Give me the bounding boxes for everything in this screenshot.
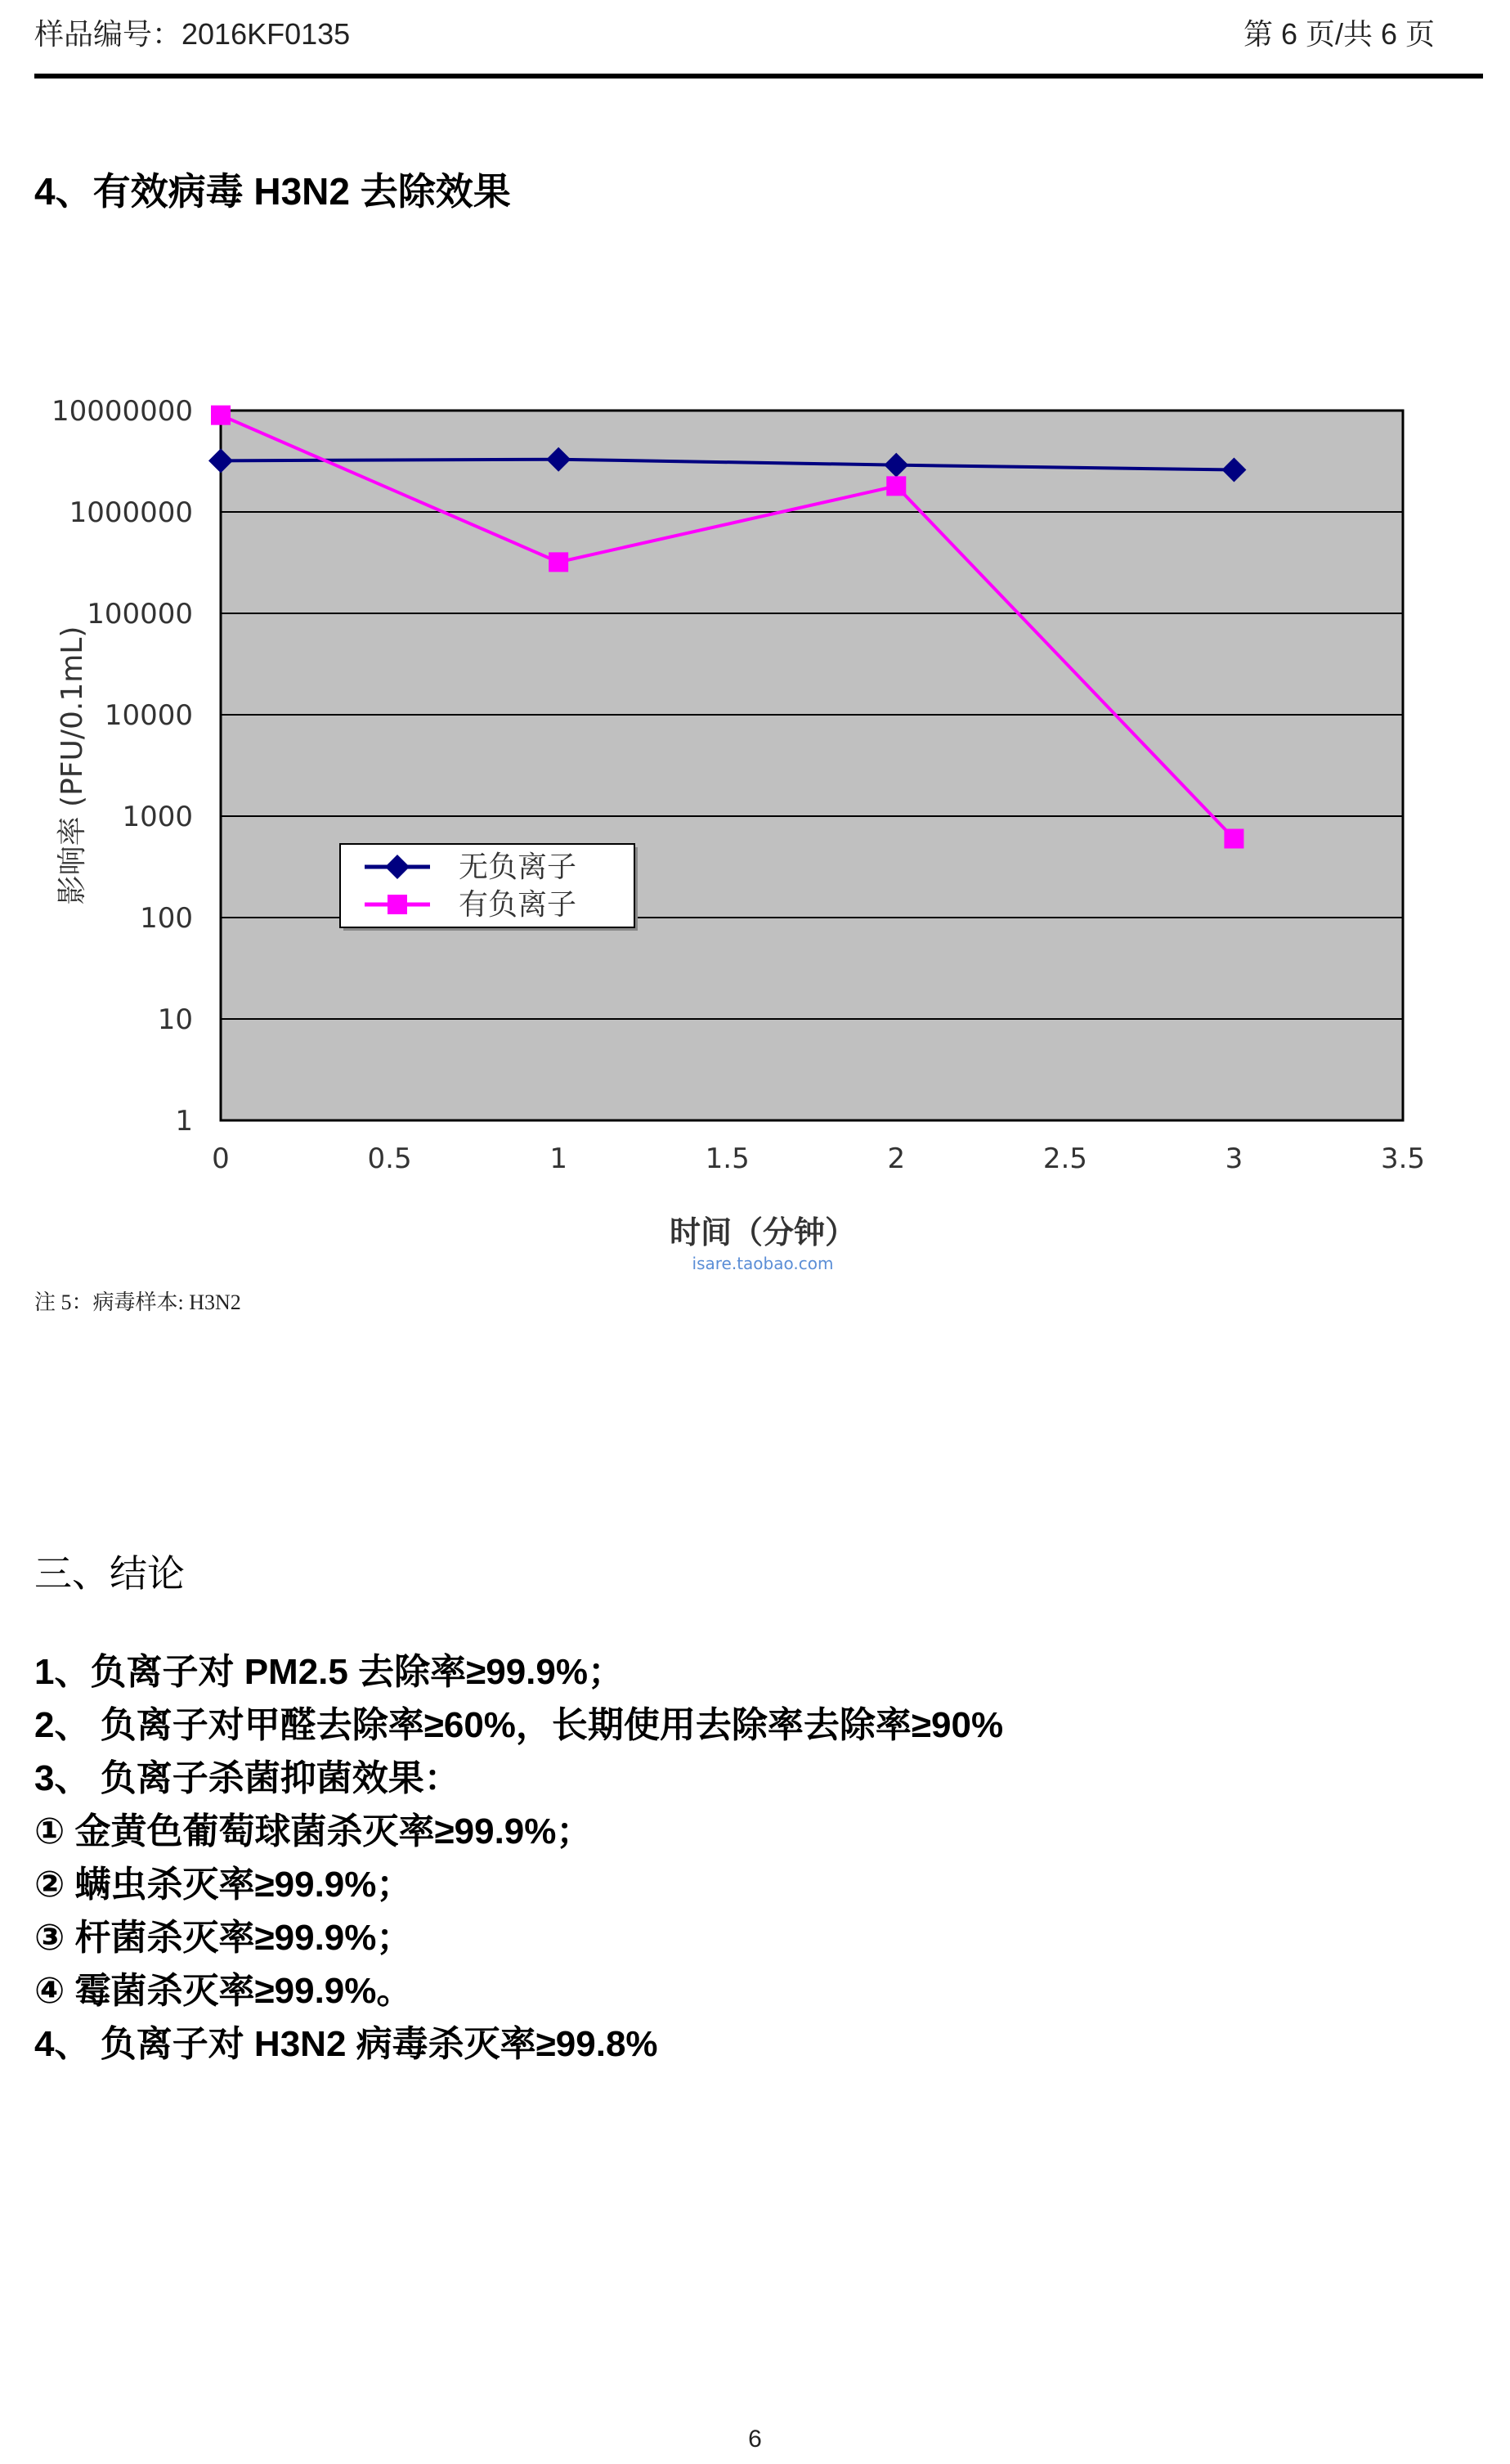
y-tick-label: 100 xyxy=(140,902,193,935)
list-item: 3、 负离子杀菌抑菌效果： xyxy=(34,1758,460,1798)
x-tick-label: 1 xyxy=(549,1142,567,1175)
page-number: 6 xyxy=(748,2426,762,2453)
list-item: ② 螨虫杀灭率≥99.9%； xyxy=(34,1865,413,1905)
x-tick-label: 2.5 xyxy=(1042,1142,1087,1175)
list-item: 1、负离子对 PM2.5 去除率≥99.9%； xyxy=(34,1652,624,1692)
conclusion-title: 三、结论 xyxy=(34,1552,185,1595)
header-divider xyxy=(34,74,1483,79)
y-tick-label: 100000 xyxy=(87,598,193,631)
list-item: 2、 负离子对甲醛去除率≥60%，长期使用去除率去除率≥90% xyxy=(34,1705,1004,1745)
x-tick-label: 3.5 xyxy=(1380,1142,1426,1175)
data-point xyxy=(211,406,231,425)
y-tick-label: 10000 xyxy=(104,699,193,732)
page-info: 第 6 页/共 6 页 xyxy=(1243,17,1435,51)
h3n2-chart xyxy=(0,360,1510,1273)
x-tick-label: 0 xyxy=(212,1142,230,1175)
chart-svg xyxy=(0,360,1510,1273)
y-tick-label: 1 xyxy=(175,1105,193,1138)
x-tick-labels xyxy=(212,1142,1425,1175)
x-tick-label: 0.5 xyxy=(367,1142,412,1175)
data-point xyxy=(886,476,906,496)
list-item: ④ 霉菌杀灭率≥99.9%。 xyxy=(34,1971,413,2011)
x-tick-label: 3 xyxy=(1225,1142,1243,1175)
section-title: 4、有效病毒 H3N2 去除效果 xyxy=(34,170,511,213)
note-text: 注 5：病毒样本: H3N2 xyxy=(34,1290,241,1314)
conclusion-list xyxy=(34,1645,1003,2071)
data-point xyxy=(1224,829,1243,849)
y-tick-label: 10000000 xyxy=(51,395,193,428)
y-tick-label: 1000000 xyxy=(69,496,193,529)
legend-marker xyxy=(388,895,407,914)
legend xyxy=(340,844,638,931)
x-axis-label: 时间（分钟） xyxy=(669,1214,857,1250)
y-tick-label: 10 xyxy=(157,1003,193,1036)
y-axis-label: 影响率 (PFU/0.1mL) xyxy=(56,626,89,905)
x-tick-label: 1.5 xyxy=(705,1142,750,1175)
watermark-text: isare.taobao.com xyxy=(692,1254,834,1273)
list-item: ① 金黄色葡萄球菌杀灭率≥99.9%； xyxy=(34,1811,593,1851)
legend-label: 无负离子 xyxy=(459,851,577,884)
data-point xyxy=(549,552,568,572)
plot-area xyxy=(221,411,1403,1120)
legend-label: 有负离子 xyxy=(459,888,577,922)
list-item: ③ 杆菌杀灭率≥99.9%； xyxy=(34,1918,413,1958)
y-tick-label: 1000 xyxy=(122,801,193,833)
sample-number: 样品编号：2016KF0135 xyxy=(34,17,351,51)
list-item: 4、 负离子对 H3N2 病毒杀灭率≥99.8% xyxy=(34,2024,658,2064)
x-tick-label: 2 xyxy=(887,1142,906,1175)
